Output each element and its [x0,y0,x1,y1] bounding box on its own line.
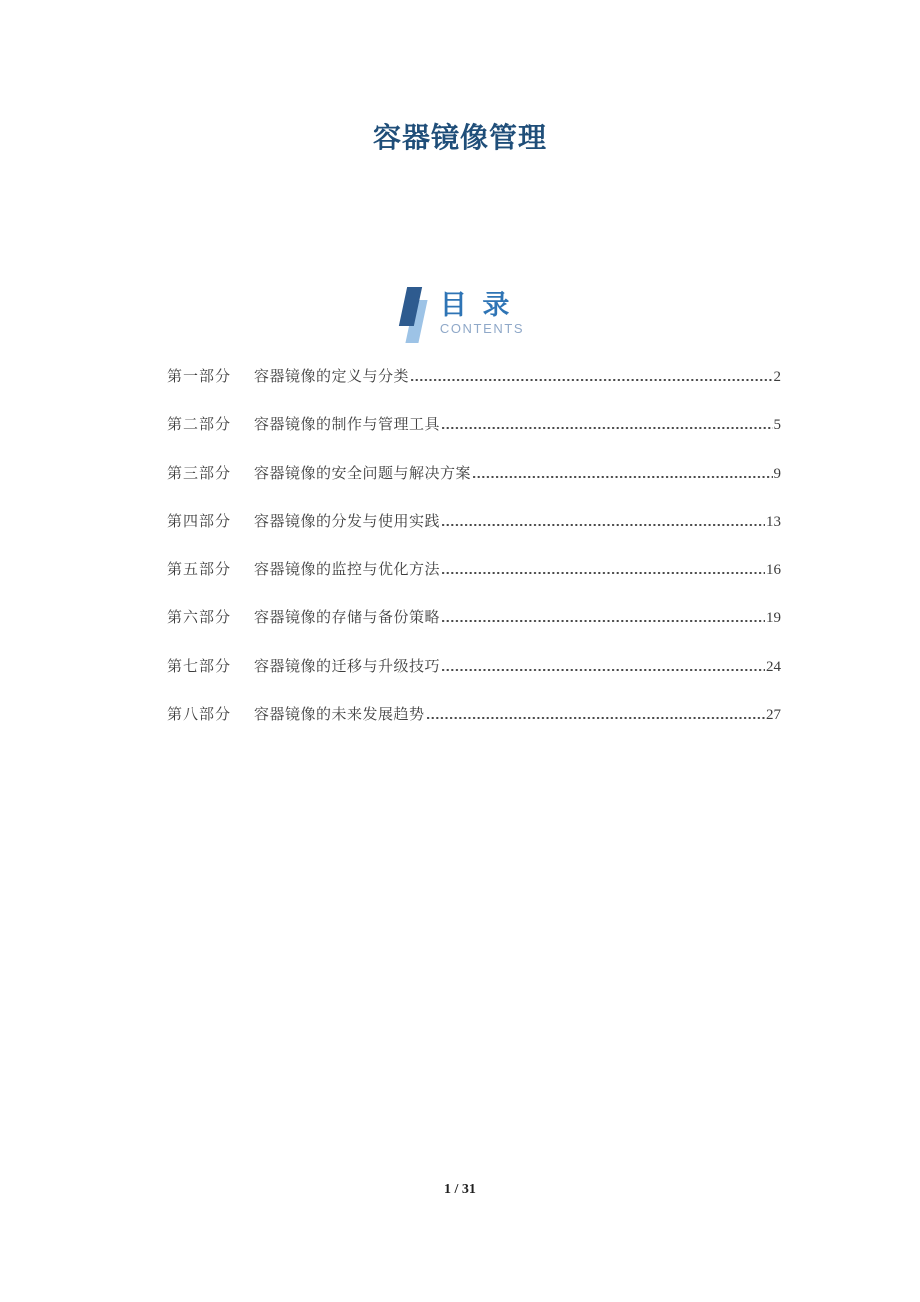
toc-entry[interactable] [167,465,781,513]
toc-leader-dots [442,620,765,622]
toc-logo-icon [396,283,432,347]
toc-heading: 目 录 [439,290,514,320]
toc-entry-page: 2 [773,369,781,385]
toc-list [167,368,781,754]
toc-entry-title[interactable]: 容器镜像的迁移与升级技巧 [254,658,441,675]
page-number-indicator: 1 / 31 [444,1182,476,1197]
toc-entry-page: 16 [766,562,781,579]
toc-entry-label: 第七部分 [167,658,232,675]
toc-leader-dots [411,379,772,381]
toc-entry-label: 第三部分 [167,465,232,482]
toc-entry-title[interactable]: 容器镜像的未来发展趋势 [254,707,425,724]
toc-entry-label: 第八部分 [167,707,232,724]
toc-entry-page: 13 [766,513,781,530]
toc-entry-page: 24 [766,658,781,675]
toc-entry-title[interactable]: 容器镜像的定义与分类 [254,369,410,385]
toc-entry[interactable] [167,609,781,657]
toc-entry[interactable] [167,368,781,416]
toc-leader-dots [442,572,765,574]
toc-entry-label: 第一部分 [167,369,232,385]
toc-entry-label: 第四部分 [167,513,232,530]
toc-leader-dots [427,717,765,719]
toc-heading-block [440,283,524,336]
toc-entry[interactable] [167,561,781,609]
toc-entry-title[interactable]: 容器镜像的存储与备份策略 [254,610,441,627]
toc-entry[interactable] [167,706,781,754]
toc-entry-title[interactable]: 容器镜像的安全问题与解决方案 [254,465,472,482]
toc-leader-dots [442,669,765,671]
toc-entry-label: 第二部分 [167,417,232,434]
toc-header-inner [396,283,524,347]
toc-heading-subtitle: CONTENTS [439,321,525,336]
toc-entry[interactable] [167,513,781,561]
toc-entry-title[interactable]: 容器镜像的监控与优化方法 [254,562,441,579]
toc-entry-label: 第六部分 [167,610,232,627]
toc-entry-page: 9 [773,465,781,482]
toc-leader-dots [442,427,772,429]
toc-entry-page: 19 [766,610,781,627]
toc-entry-title[interactable]: 容器镜像的分发与使用实践 [254,513,441,530]
toc-entry-label: 第五部分 [167,562,232,579]
toc-header [0,283,920,347]
toc-entry-page: 5 [773,417,781,434]
toc-entry[interactable] [167,416,781,464]
toc-leader-dots [442,524,765,526]
page-title: 容器镜像管理 [372,122,547,153]
toc-entry-page: 27 [766,707,781,724]
toc-entry[interactable] [167,658,781,706]
toc-leader-dots [473,476,772,478]
toc-entry-title[interactable]: 容器镜像的制作与管理工具 [254,417,441,434]
